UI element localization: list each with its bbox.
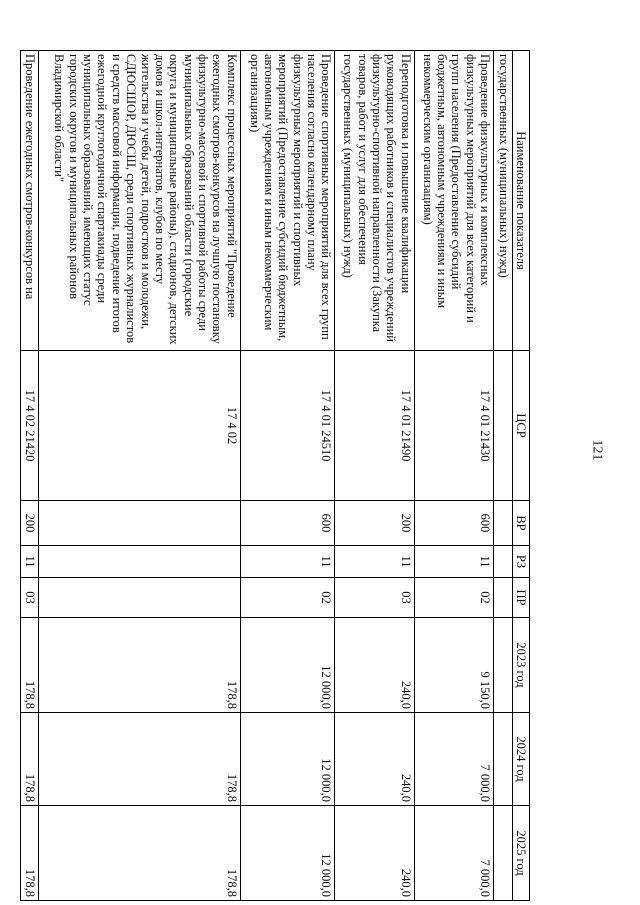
header-2023: 2023 год (512, 618, 529, 713)
cell-y2025: 7 000,0 (414, 806, 493, 901)
cell-vr: 600 (414, 501, 493, 546)
cell-csr: 17 4 01 21490 (335, 351, 414, 501)
table-header-row (512, 51, 529, 901)
cell-csr: 17 4 01 24510 (240, 351, 335, 501)
cell-y2024: 178,8 (21, 713, 39, 806)
cell-y2025 (494, 806, 512, 901)
budget-table (20, 50, 530, 901)
cell-name: Переподготовка и повышение квалификации руководящих работников и специалистов учреждений физкультурно-спортивной направленности (Закупка товаров, работ и услуг для обеспечения государственных (муниципальных) нужд) (335, 51, 414, 351)
cell-rz: 11 (335, 546, 414, 578)
cell-y2024 (494, 713, 512, 806)
cell-name: Проведение спортивных мероприятий для всех групп населения согласно календарному плану физкультурных мероприятий и спортивных мероприятий (Предоставление субсидий бюджетным, автономным учреждениям и иным некоммерческим организациям) (240, 51, 335, 351)
cell-pr: 03 (21, 578, 39, 618)
cell-pr (39, 578, 240, 618)
cell-y2024: 178,8 (39, 713, 240, 806)
cell-y2024: 7 000,0 (414, 713, 493, 806)
cell-rz: 11 (240, 546, 335, 578)
cell-pr: 02 (414, 578, 493, 618)
cell-y2023: 178,8 (39, 618, 240, 713)
cell-csr (494, 351, 512, 501)
table-row (240, 51, 335, 901)
cell-rz: 11 (414, 546, 493, 578)
rotated-table-wrapper (20, 50, 530, 900)
table-row (414, 51, 493, 901)
table-row (39, 51, 240, 901)
cell-name: Проведение ежегодных смотров-конкурсов на (21, 51, 39, 351)
cell-y2023: 12 000,0 (240, 618, 335, 713)
cell-y2023 (494, 618, 512, 713)
cell-vr: 200 (335, 501, 414, 546)
header-pr: ПР (512, 578, 529, 618)
header-2025: 2025 год (512, 806, 529, 901)
cell-rz (39, 546, 240, 578)
cell-y2025: 12 000,0 (240, 806, 335, 901)
cell-rz (494, 546, 512, 578)
cell-y2025: 240,0 (335, 806, 414, 901)
cell-vr (39, 501, 240, 546)
header-csr: ЦСР (512, 351, 529, 501)
cell-y2025: 178,8 (21, 806, 39, 901)
cell-vr: 600 (240, 501, 335, 546)
table-row (21, 51, 39, 901)
cell-name: Проведение физкультурных и комплексных физкультурных мероприятий для всех категорий и групп населения (Предоставление субсидий бюджетным, автономным учреждениям и иным некоммерческим организациям) (414, 51, 493, 351)
header-rz: РЗ (512, 546, 529, 578)
cell-csr: 17 4 02 (39, 351, 240, 501)
cell-name: Комплекс процессных мероприятий "Проведение ежегодных смотров-конкурсов на лучшую постановку физкультурно-массовой и спортивной работы среди муниципальных образований области (городские округа и муниципальные районы), стадионов, детских домов и школ-интернатов, клубов по месту жительства и учебы детей, подростков и молодежи, СДЮСШОР, ДЮСШ, среди спортивных журналистов и средств массовой информации, подведение итогов ежегодной круглогодичной спартакиады среди муниципальных образований, имеющих статус городских округов и муниципальных районов Владимирской области" (39, 51, 240, 351)
cell-y2023: 178,8 (21, 618, 39, 713)
cell-y2023: 9 150,0 (414, 618, 493, 713)
cell-y2025: 178,8 (39, 806, 240, 901)
cell-vr: 200 (21, 501, 39, 546)
cell-pr: 02 (240, 578, 335, 618)
cell-vr (494, 501, 512, 546)
cell-pr (494, 578, 512, 618)
cell-csr: 17 4 02 21420 (21, 351, 39, 501)
header-name: Наименование показателя (512, 51, 529, 351)
cell-y2024: 12 000,0 (240, 713, 335, 806)
cell-y2024: 240,0 (335, 713, 414, 806)
cell-y2023: 240,0 (335, 618, 414, 713)
cell-name: государственных (муниципальных) нужд) (494, 51, 512, 351)
cell-pr: 03 (335, 578, 414, 618)
table-row (494, 51, 512, 901)
cell-rz: 11 (21, 546, 39, 578)
header-2024: 2024 год (512, 713, 529, 806)
header-vr: ВР (512, 501, 529, 546)
page-number: 121 (589, 439, 605, 461)
cell-csr: 17 4 01 21430 (414, 351, 493, 501)
table-row (335, 51, 414, 901)
